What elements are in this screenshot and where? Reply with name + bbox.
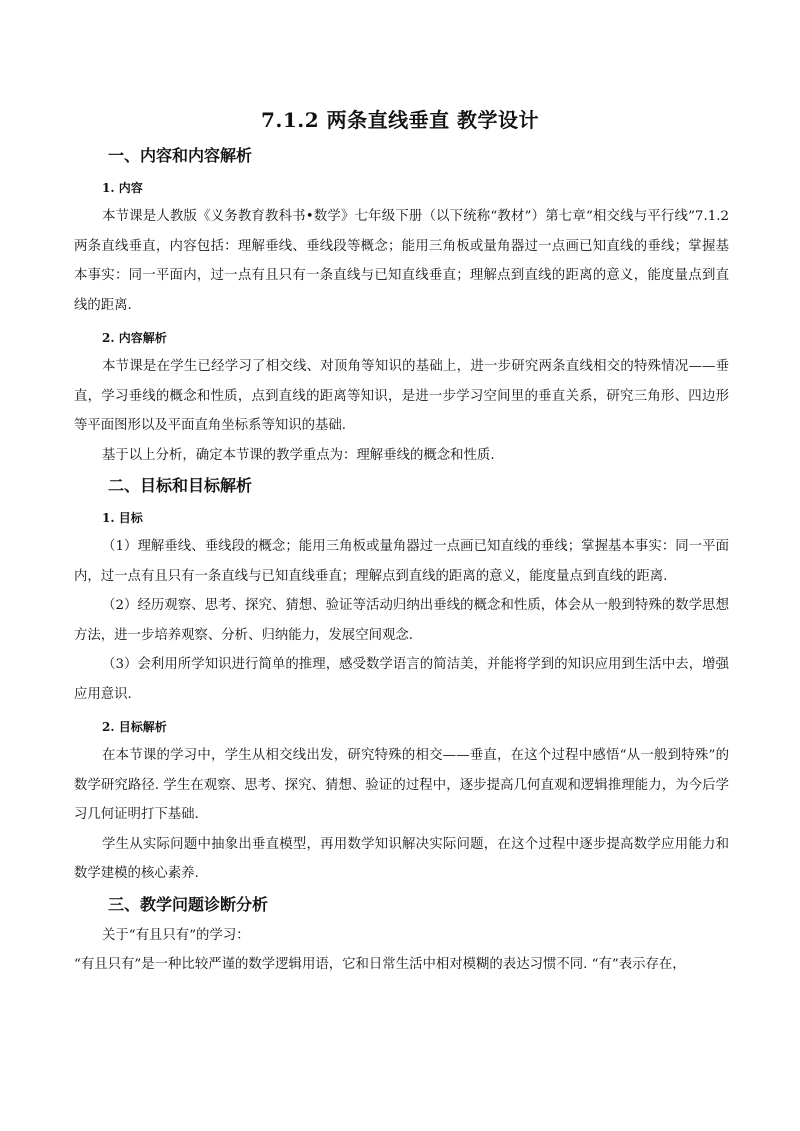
subsection-heading-goals: 1. 目标 [102,511,143,525]
subsection-heading-content: 1. 内容 [102,181,143,195]
section-heading-1: 一、内容和内容解析 [108,146,253,165]
subsection-heading-goal-analysis: 2. 目标解析 [102,720,167,734]
paragraph: 本节课是人教版《义务教育教科书•数学》七年级下册（以下统称“教材”）第七章“相交线与平行线”7.1.2两条直线垂直，内容包括：理解垂线、垂线段等概念；能用三角板或量角器过一点画已知直线的垂线；掌握基本事实：同一平面内，过一点有且只有一条直线与已知直线垂直；理解点到直线的距离的意义，能度量点到直线的距离. [74,209,729,313]
paragraph: 在本节课的学习中，学生从相交线出发，研究特殊的相交——垂直，在这个过程中感悟“从一般到特殊”的数学研究路径. 学生在观察、思考、探究、猜想、验证的过程中，逐步提高几何直观和逻辑推理能力，为今后学习几何证明打下基础. [74,748,729,822]
paragraph: 本节课是在学生已经学习了相交线、对顶角等知识的基础上，进一步研究两条直线相交的特殊情况——垂直，学习垂线的概念和性质，点到直线的距离等知识，是进一步学习空间里的垂直关系，研究三角形、四边形等平面图形以及平面直角坐标系等知识的基础. [74,359,729,433]
paragraph: 关于“有且只有”的学习： [102,927,250,943]
paragraph: 学生从实际问题中抽象出垂直模型，再用数学知识解决实际问题，在这个过程中逐步提高数学应用能力和数学建模的核心素养. [74,836,729,881]
paragraph: （1）理解垂线、垂线段的概念；能用三角板或量角器过一点画已知直线的垂线；掌握基本事实：同一平面内，过一点有且只有一条直线与已知直线垂直；理解点到直线的距离的意义，能度量点到直线的距离. [74,539,729,584]
paragraph: （3）会利用所学知识进行简单的推理，感受数学语言的简洁美，并能将学到的知识应用到生活中去，增强应用意识. [74,657,729,702]
paragraph: （2）经历观察、思考、探究、猜想、验证等活动归纳出垂线的概念和性质，体会从一般到特殊的数学思想方法，进一步培养观察、分析、归纳能力，发展空间观念. [74,598,729,643]
paragraph: 基于以上分析，确定本节课的教学重点为：理解垂线的概念和性质. [102,447,495,463]
paragraph: “有且只有”是一种比较严谨的数学逻辑用语，它和日常生活中相对模糊的表达习惯不同. “有”表示存在， [74,957,686,972]
section-heading-2: 二、目标和目标解析 [108,476,253,495]
section-heading-3: 三、教学问题诊断分析 [108,894,269,914]
subsection-heading-content-analysis: 2. 内容解析 [102,331,167,345]
document-body [74,140,729,980]
page-title: 7.1.2 两条直线垂直 教学设计 [260,108,540,132]
